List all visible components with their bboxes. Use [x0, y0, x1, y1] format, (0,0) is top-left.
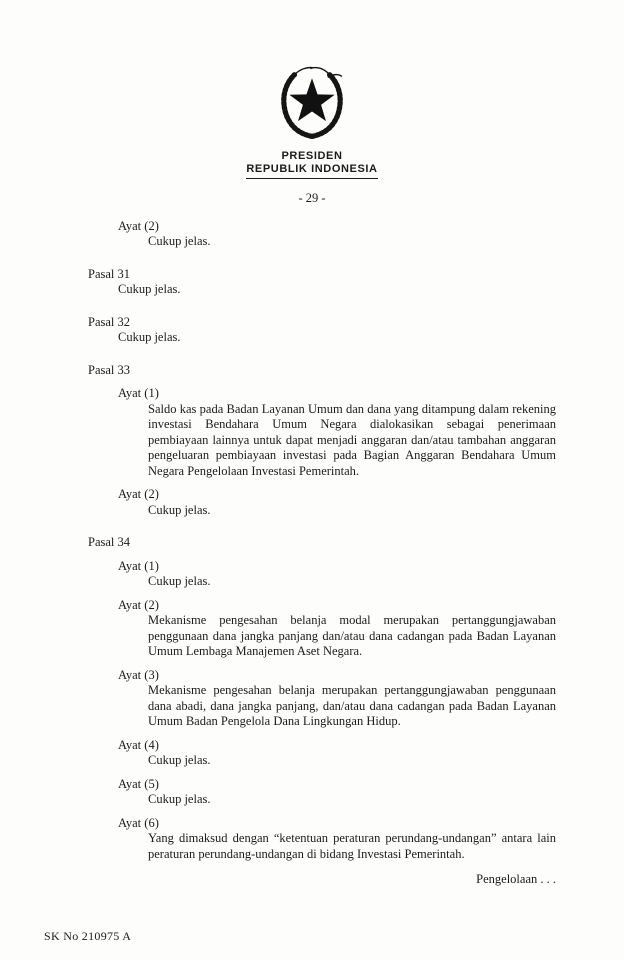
ayat-label: Ayat (2): [118, 218, 159, 233]
ayat-label: Ayat (4): [118, 737, 159, 752]
content-blocks: [88, 219, 556, 863]
pasal-label: Pasal 32: [88, 314, 131, 329]
star-wreath-emblem-icon: [266, 58, 358, 146]
ayat-block: [118, 598, 556, 660]
ayat-label: Ayat (6): [118, 815, 159, 830]
ayat-body: Cukup jelas.: [148, 792, 211, 806]
pasal-block: [88, 535, 556, 551]
pasal-block: [88, 267, 556, 298]
ayat-block: [118, 777, 556, 808]
presidential-seal: [0, 58, 624, 146]
ayat-body: Cukup jelas.: [148, 234, 211, 248]
pasal-block: [88, 363, 556, 379]
letterhead: [0, 150, 624, 179]
pasal-block: [88, 315, 556, 346]
ayat-body: Cukup jelas.: [148, 753, 211, 767]
ayat-label: Ayat (1): [118, 558, 159, 573]
ayat-block: [118, 386, 556, 479]
ayat-label: Ayat (2): [118, 597, 159, 612]
ayat-body: Mekanisme pengesahan belanja merupakan pertanggungjawaban penggunaan dana abadi, dana jangka panjang, dan/atau dana cadangan pada Badan Layanan Umum Badan Pengelola Dana Lingkungan Hidup.: [148, 683, 556, 728]
ayat-body: Cukup jelas.: [148, 574, 211, 588]
ayat-body: Yang dimaksud dengan “ketentuan peraturan perundang-undangan” antara lain peraturan perundang-undangan di bidang Investasi Pemerintah.: [148, 831, 556, 861]
ayat-block: [118, 487, 556, 518]
document-code: SK No 210975 A: [44, 928, 132, 943]
pasal-body: Cukup jelas.: [118, 330, 181, 344]
ayat-label: Ayat (1): [118, 386, 159, 400]
ayat-block: [118, 738, 556, 769]
continuation-marker: Pengelolaan . . .: [476, 872, 556, 886]
pasal-label: Pasal 33: [88, 362, 131, 377]
ayat-block: [118, 816, 556, 863]
ayat-label: Ayat (2): [118, 487, 159, 501]
ayat-body: Mekanisme pengesahan belanja modal merupakan pertanggungjawaban penggunaan dana jangka panjang dan/atau dana cadangan pada Badan Layanan Umum Lembaga Manajemen Aset Negara.: [148, 613, 556, 658]
ayat-body: Cukup jelas.: [148, 502, 211, 517]
ayat-block: [118, 219, 556, 250]
ayat-label: Ayat (3): [118, 667, 159, 682]
ayat-label: Ayat (5): [118, 776, 159, 791]
letterhead-presiden: PRESIDEN: [281, 150, 343, 162]
letterhead-republik-indonesia: REPUBLIK INDONESIA: [246, 163, 377, 179]
pasal-label: Pasal 31: [88, 266, 131, 281]
ayat-body: Saldo kas pada Badan Layanan Umum dan dana yang ditampung dalam rekening investasi Bendahara Umum Negara dialokasikan sebagai penerimaan pembiayaan lainnya untuk dapat menjadi anggaran dan/atau tambahan anggaran pengeluaran pembiayaan investasi pada Bagian Anggaran Bendahara Umum Negara Pengelolaan Investasi Pemerintah.: [148, 401, 556, 478]
ayat-block: [118, 559, 556, 590]
pasal-body: Cukup jelas.: [118, 282, 181, 296]
pasal-label: Pasal 34: [88, 535, 131, 549]
page-number: - 29 -: [298, 191, 326, 205]
ayat-block: [118, 668, 556, 730]
